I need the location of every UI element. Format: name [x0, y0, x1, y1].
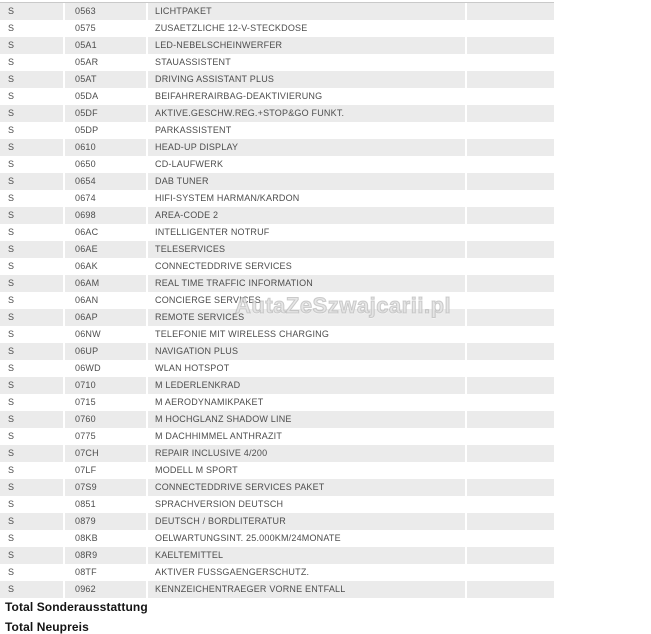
- status-cell: S: [0, 326, 65, 343]
- price-cell: [467, 343, 552, 360]
- price-cell: [467, 513, 552, 530]
- status-cell: S: [0, 547, 65, 564]
- price-cell: [467, 428, 552, 445]
- description-cell: NAVIGATION PLUS: [148, 343, 467, 360]
- options-table: [0, 2, 554, 598]
- code-cell: 0610: [65, 139, 148, 156]
- price-cell: [467, 462, 552, 479]
- code-cell: 08KB: [65, 530, 148, 547]
- table-row: [0, 309, 554, 326]
- code-cell: 0962: [65, 581, 148, 598]
- description-cell: MODELL M SPORT: [148, 462, 467, 479]
- description-cell: AKTIVER FUSSGAENGERSCHUTZ.: [148, 564, 467, 581]
- description-cell: PARKASSISTENT: [148, 122, 467, 139]
- description-cell: CONNECTEDDRIVE SERVICES PAKET: [148, 479, 467, 496]
- status-cell: S: [0, 258, 65, 275]
- table-row: [0, 547, 554, 564]
- table-row: [0, 54, 554, 71]
- code-cell: 05DA: [65, 88, 148, 105]
- code-cell: 0650: [65, 156, 148, 173]
- watermark: AutaZeSzwajcarii.pl: [235, 293, 452, 318]
- table-row: [0, 496, 554, 513]
- price-cell: [467, 20, 552, 37]
- status-cell: S: [0, 530, 65, 547]
- code-cell: 05A1: [65, 37, 148, 54]
- price-cell: [467, 88, 552, 105]
- price-cell: [467, 37, 552, 54]
- code-cell: 0879: [65, 513, 148, 530]
- description-cell: AKTIVE.GESCHW.REG.+STOP&GO FUNKT.: [148, 105, 467, 122]
- status-cell: S: [0, 3, 65, 20]
- table-row: [0, 377, 554, 394]
- status-cell: S: [0, 445, 65, 462]
- total-sonderausstattung-label: Total Sonderausstattung: [5, 600, 148, 614]
- status-cell: S: [0, 37, 65, 54]
- price-cell: [467, 139, 552, 156]
- code-cell: 06AP: [65, 309, 148, 326]
- status-cell: S: [0, 479, 65, 496]
- description-cell: WLAN HOTSPOT: [148, 360, 467, 377]
- price-cell: [467, 581, 552, 598]
- code-cell: 05AR: [65, 54, 148, 71]
- table-row: [0, 156, 554, 173]
- table-row: [0, 275, 554, 292]
- table-row: [0, 71, 554, 88]
- description-cell: M DACHHIMMEL ANTHRAZIT: [148, 428, 467, 445]
- table-row: [0, 581, 554, 598]
- status-cell: S: [0, 581, 65, 598]
- price-cell: [467, 564, 552, 581]
- price-cell: [467, 54, 552, 71]
- code-cell: 0851: [65, 496, 148, 513]
- code-cell: 06AN: [65, 292, 148, 309]
- description-cell: CONNECTEDDRIVE SERVICES: [148, 258, 467, 275]
- description-cell: DAB TUNER: [148, 173, 467, 190]
- code-cell: 05DF: [65, 105, 148, 122]
- table-row: [0, 37, 554, 54]
- status-cell: S: [0, 377, 65, 394]
- table-row: [0, 530, 554, 547]
- description-cell: M LEDERLENKRAD: [148, 377, 467, 394]
- status-cell: S: [0, 207, 65, 224]
- status-cell: S: [0, 190, 65, 207]
- price-cell: [467, 3, 552, 20]
- table-row: [0, 3, 554, 20]
- code-cell: 06AE: [65, 241, 148, 258]
- price-cell: [467, 479, 552, 496]
- status-cell: S: [0, 88, 65, 105]
- code-cell: 07S9: [65, 479, 148, 496]
- price-cell: [467, 530, 552, 547]
- price-cell: [467, 275, 552, 292]
- table-row: [0, 105, 554, 122]
- description-cell: M AERODYNAMIKPAKET: [148, 394, 467, 411]
- table-row: [0, 462, 554, 479]
- table-row: [0, 241, 554, 258]
- price-cell: [467, 207, 552, 224]
- code-cell: 0563: [65, 3, 148, 20]
- status-cell: S: [0, 496, 65, 513]
- description-cell: HIFI-SYSTEM HARMAN/KARDON: [148, 190, 467, 207]
- code-cell: 05DP: [65, 122, 148, 139]
- table-row: [0, 139, 554, 156]
- table-row: [0, 479, 554, 496]
- code-cell: 0715: [65, 394, 148, 411]
- code-cell: 0654: [65, 173, 148, 190]
- code-cell: 08TF: [65, 564, 148, 581]
- price-cell: [467, 547, 552, 564]
- description-cell: ZUSAETZLICHE 12-V-STECKDOSE: [148, 20, 467, 37]
- total-neupreis-label: Total Neupreis: [5, 620, 89, 634]
- table-row: [0, 513, 554, 530]
- status-cell: S: [0, 428, 65, 445]
- code-cell: 07CH: [65, 445, 148, 462]
- price-cell: [467, 122, 552, 139]
- description-cell: REPAIR INCLUSIVE 4/200: [148, 445, 467, 462]
- description-cell: AREA-CODE 2: [148, 207, 467, 224]
- status-cell: S: [0, 156, 65, 173]
- price-cell: [467, 377, 552, 394]
- code-cell: 07LF: [65, 462, 148, 479]
- code-cell: 0760: [65, 411, 148, 428]
- code-cell: 06AC: [65, 224, 148, 241]
- description-cell: KENNZEICHENTRAEGER VORNE ENTFALL: [148, 581, 467, 598]
- description-cell: TELESERVICES: [148, 241, 467, 258]
- table-row: [0, 326, 554, 343]
- description-cell: LED-NEBELSCHEINWERFER: [148, 37, 467, 54]
- description-cell: SPRACHVERSION DEUTSCH: [148, 496, 467, 513]
- description-cell: CD-LAUFWERK: [148, 156, 467, 173]
- description-cell: KAELTEMITTEL: [148, 547, 467, 564]
- status-cell: S: [0, 360, 65, 377]
- status-cell: S: [0, 564, 65, 581]
- price-cell: [467, 292, 552, 309]
- code-cell: 0575: [65, 20, 148, 37]
- status-cell: S: [0, 173, 65, 190]
- code-cell: 06UP: [65, 343, 148, 360]
- status-cell: S: [0, 411, 65, 428]
- description-cell: STAUASSISTENT: [148, 54, 467, 71]
- price-cell: [467, 411, 552, 428]
- table-row: [0, 394, 554, 411]
- status-cell: S: [0, 122, 65, 139]
- code-cell: 08R9: [65, 547, 148, 564]
- table-row: [0, 343, 554, 360]
- code-cell: 06WD: [65, 360, 148, 377]
- price-cell: [467, 309, 552, 326]
- status-cell: S: [0, 105, 65, 122]
- status-cell: S: [0, 20, 65, 37]
- table-row: [0, 258, 554, 275]
- price-cell: [467, 360, 552, 377]
- table-row: [0, 411, 554, 428]
- code-cell: 06NW: [65, 326, 148, 343]
- table-row: [0, 224, 554, 241]
- price-cell: [467, 190, 552, 207]
- code-cell: 06AK: [65, 258, 148, 275]
- description-cell: REAL TIME TRAFFIC INFORMATION: [148, 275, 467, 292]
- table-row: [0, 122, 554, 139]
- description-cell: LICHTPAKET: [148, 3, 467, 20]
- totals-section: [0, 597, 554, 634]
- status-cell: S: [0, 309, 65, 326]
- description-cell: M HOCHGLANZ SHADOW LINE: [148, 411, 467, 428]
- status-cell: S: [0, 343, 65, 360]
- status-cell: S: [0, 292, 65, 309]
- description-cell: OELWARTUNGSINT. 25.000KM/24MONATE: [148, 530, 467, 547]
- table-row: [0, 445, 554, 462]
- price-cell: [467, 326, 552, 343]
- table-row: [0, 292, 554, 309]
- price-cell: [467, 105, 552, 122]
- table-row: [0, 88, 554, 105]
- price-cell: [467, 258, 552, 275]
- table-row: [0, 360, 554, 377]
- status-cell: S: [0, 54, 65, 71]
- status-cell: S: [0, 241, 65, 258]
- description-cell: DEUTSCH / BORDLITERATUR: [148, 513, 467, 530]
- status-cell: S: [0, 275, 65, 292]
- code-cell: 05AT: [65, 71, 148, 88]
- description-cell: CONCIERGE SERVICES: [148, 292, 467, 309]
- code-cell: 0710: [65, 377, 148, 394]
- code-cell: 0775: [65, 428, 148, 445]
- price-cell: [467, 445, 552, 462]
- code-cell: 06AM: [65, 275, 148, 292]
- price-cell: [467, 173, 552, 190]
- price-cell: [467, 496, 552, 513]
- status-cell: S: [0, 224, 65, 241]
- code-cell: 0698: [65, 207, 148, 224]
- table-row: [0, 173, 554, 190]
- table-row: [0, 428, 554, 445]
- status-cell: S: [0, 513, 65, 530]
- status-cell: S: [0, 71, 65, 88]
- price-cell: [467, 156, 552, 173]
- description-cell: REMOTE SERVICES: [148, 309, 467, 326]
- status-cell: S: [0, 394, 65, 411]
- code-cell: 0674: [65, 190, 148, 207]
- table-row: [0, 190, 554, 207]
- price-cell: [467, 224, 552, 241]
- status-cell: S: [0, 462, 65, 479]
- table-row: [0, 207, 554, 224]
- price-cell: [467, 71, 552, 88]
- table-row: [0, 20, 554, 37]
- description-cell: BEIFAHRERAIRBAG-DEAKTIVIERUNG: [148, 88, 467, 105]
- table-row: [0, 564, 554, 581]
- price-cell: [467, 394, 552, 411]
- description-cell: INTELLIGENTER NOTRUF: [148, 224, 467, 241]
- status-cell: S: [0, 139, 65, 156]
- description-cell: HEAD-UP DISPLAY: [148, 139, 467, 156]
- description-cell: DRIVING ASSISTANT PLUS: [148, 71, 467, 88]
- description-cell: TELEFONIE MIT WIRELESS CHARGING: [148, 326, 467, 343]
- price-cell: [467, 241, 552, 258]
